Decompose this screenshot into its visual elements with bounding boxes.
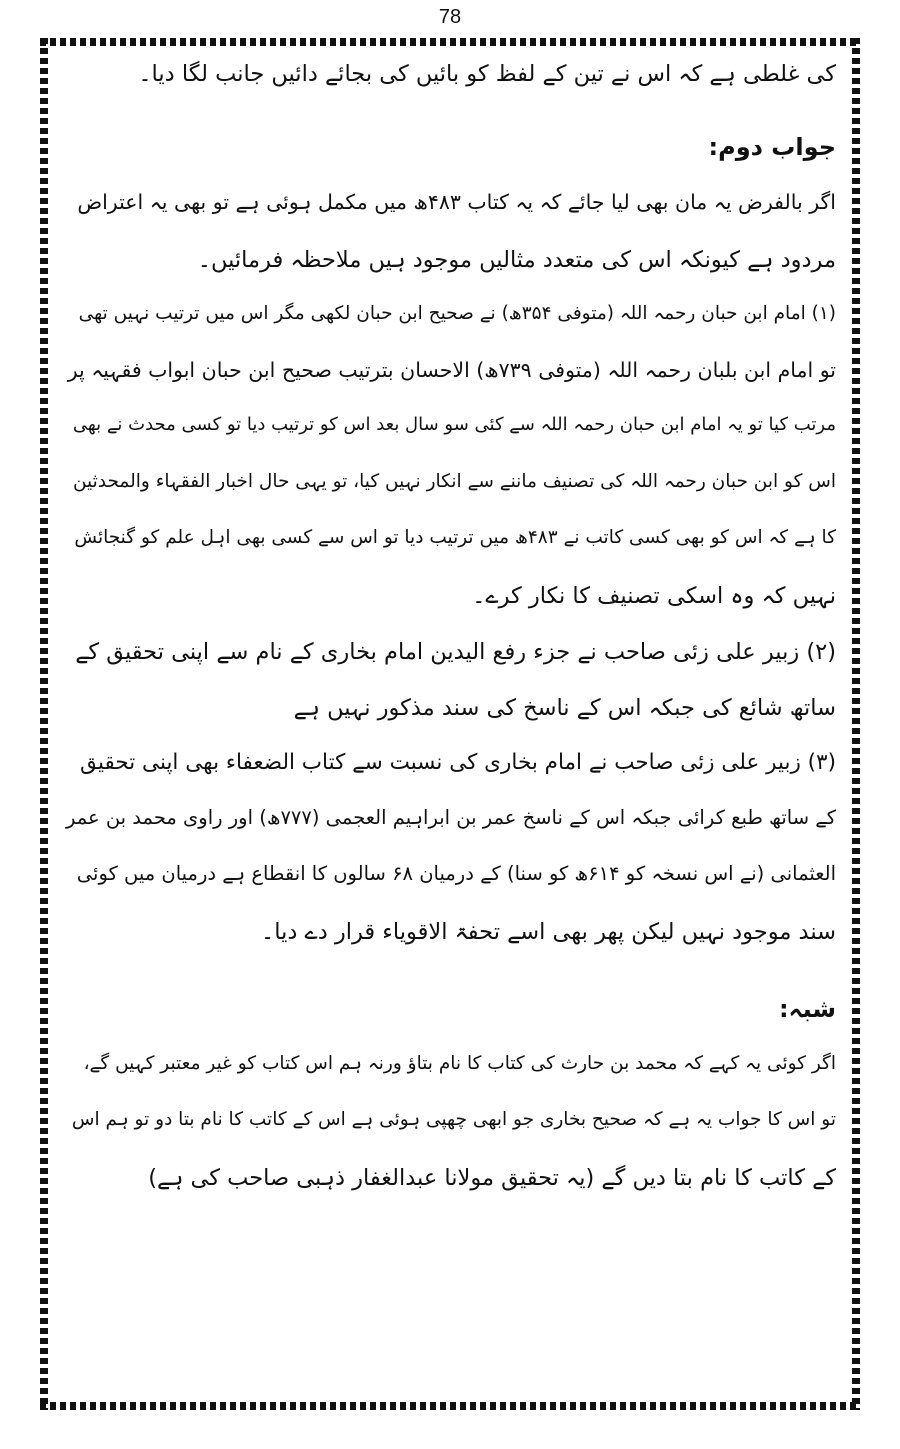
text-line: تو امام ابن بلبان رحمہ اللہ (متوفی ۷۳۹ھ) الاحسان بترتیب صحیح ابن حبان ابواب فقہیہ پر (67, 358, 836, 382)
text-line: (۱) امام ابن حبان رحمہ اللہ (متوفی ۳۵۴ھ) نے صحیح ابن حبان لکھی مگر اس میں ترتیب نہیں تھی (78, 303, 836, 324)
text-line: اگر بالفرض یہ مان بھی لیا جائے کہ یہ کتاب ۴۸۳ھ میں مکمل ہوئی ہے تو بھی یہ اعتراض (77, 190, 836, 214)
page-number: 78 (438, 6, 462, 28)
border-left (40, 38, 48, 1410)
border-right (852, 38, 860, 1410)
text-line: اگر کوئی یہ کہے کہ محمد بن حارث کی کتاب کا نام بتاؤ ورنہ ہم اس کتاب کو غیر معتبر کہیں گے، (83, 1053, 836, 1074)
text-line: العثمانی (نے اس نسخہ کو ۶۱۴ھ کو سنا) کے درمیان ۶۸ سالوں کا انقطاع ہے درمیان میں کوئی (76, 862, 836, 885)
text-line: ساتھ شائع کی جبکہ اس کے ناسخ کی سند مذکور نہیں ہے (293, 695, 836, 721)
section-heading: شبہ: (778, 995, 836, 1023)
text-line: کے ساتھ طبع کرائی جبکہ اس کے ناسخ عمر بن ابراہیم العجمی (۷۷۷ھ) اور راوی محمد بن عمر (65, 806, 836, 829)
text-line: (۳) زبیر علی زئی صاحب نے امام بخاری کی نسبت سے کتاب الضعفاء بھی اپنی تحقیق (80, 750, 836, 775)
page-content (64, 60, 836, 1388)
text-line: نہیں کہ وہ اسکی تصنیف کا نکار کرے۔ (472, 583, 836, 609)
decorative-border (40, 38, 860, 1410)
text-line: کی غلطی ہے کہ اس نے تین کے لفظ کو بائیں کی بجائے دائیں جانب لگا دیا۔ (138, 61, 836, 87)
text-line: (۲) زبیر علی زئی صاحب نے جزء رفع الیدین امام بخاری کے نام سے اپنی تحقیق کے (75, 639, 836, 665)
text-line: کے کاتب کا نام بتا دیں گے (یہ تحقیق مولانا عبدالغفار ذہبی صاحب کی ہے) (148, 1165, 836, 1191)
text-line: مردود ہے کیونکہ اس کی متعدد مثالیں موجود ہیں ملاحظہ فرمائیں۔ (197, 247, 836, 273)
text-line: کا ہے کہ اس کو بھی کسی کاتب نے ۴۸۳ھ میں ترتیب دیا تو اس سے کسی بھی اہل علم کو گنجائش (74, 527, 836, 548)
text-line: تو اس کا جواب یہ ہے کہ صحیح بخاری جو ابھی چھپی ہوئی ہے اس کے کاتب کا نام بتا دو تو ہم اس (71, 1109, 836, 1130)
text-line: اس کو ابن حبان رحمہ اللہ کی تصنیف ماننے سے انکار نہیں کیا، تو یہی حال اخبار الفقہاء والمحدثین (72, 471, 836, 492)
section-heading: جواب دوم: (708, 133, 836, 161)
text-line: سند موجود نہیں لیکن پھر بھی اسے تحفۃ الاقویاء قرار دے دیا۔ (261, 919, 836, 945)
text-line: مرتب کیا تو یہ امام ابن حبان رحمہ اللہ سے کئی سو سال بعد اس کو ترتیب دیا تو کسی محدث نے بھی (72, 414, 836, 435)
